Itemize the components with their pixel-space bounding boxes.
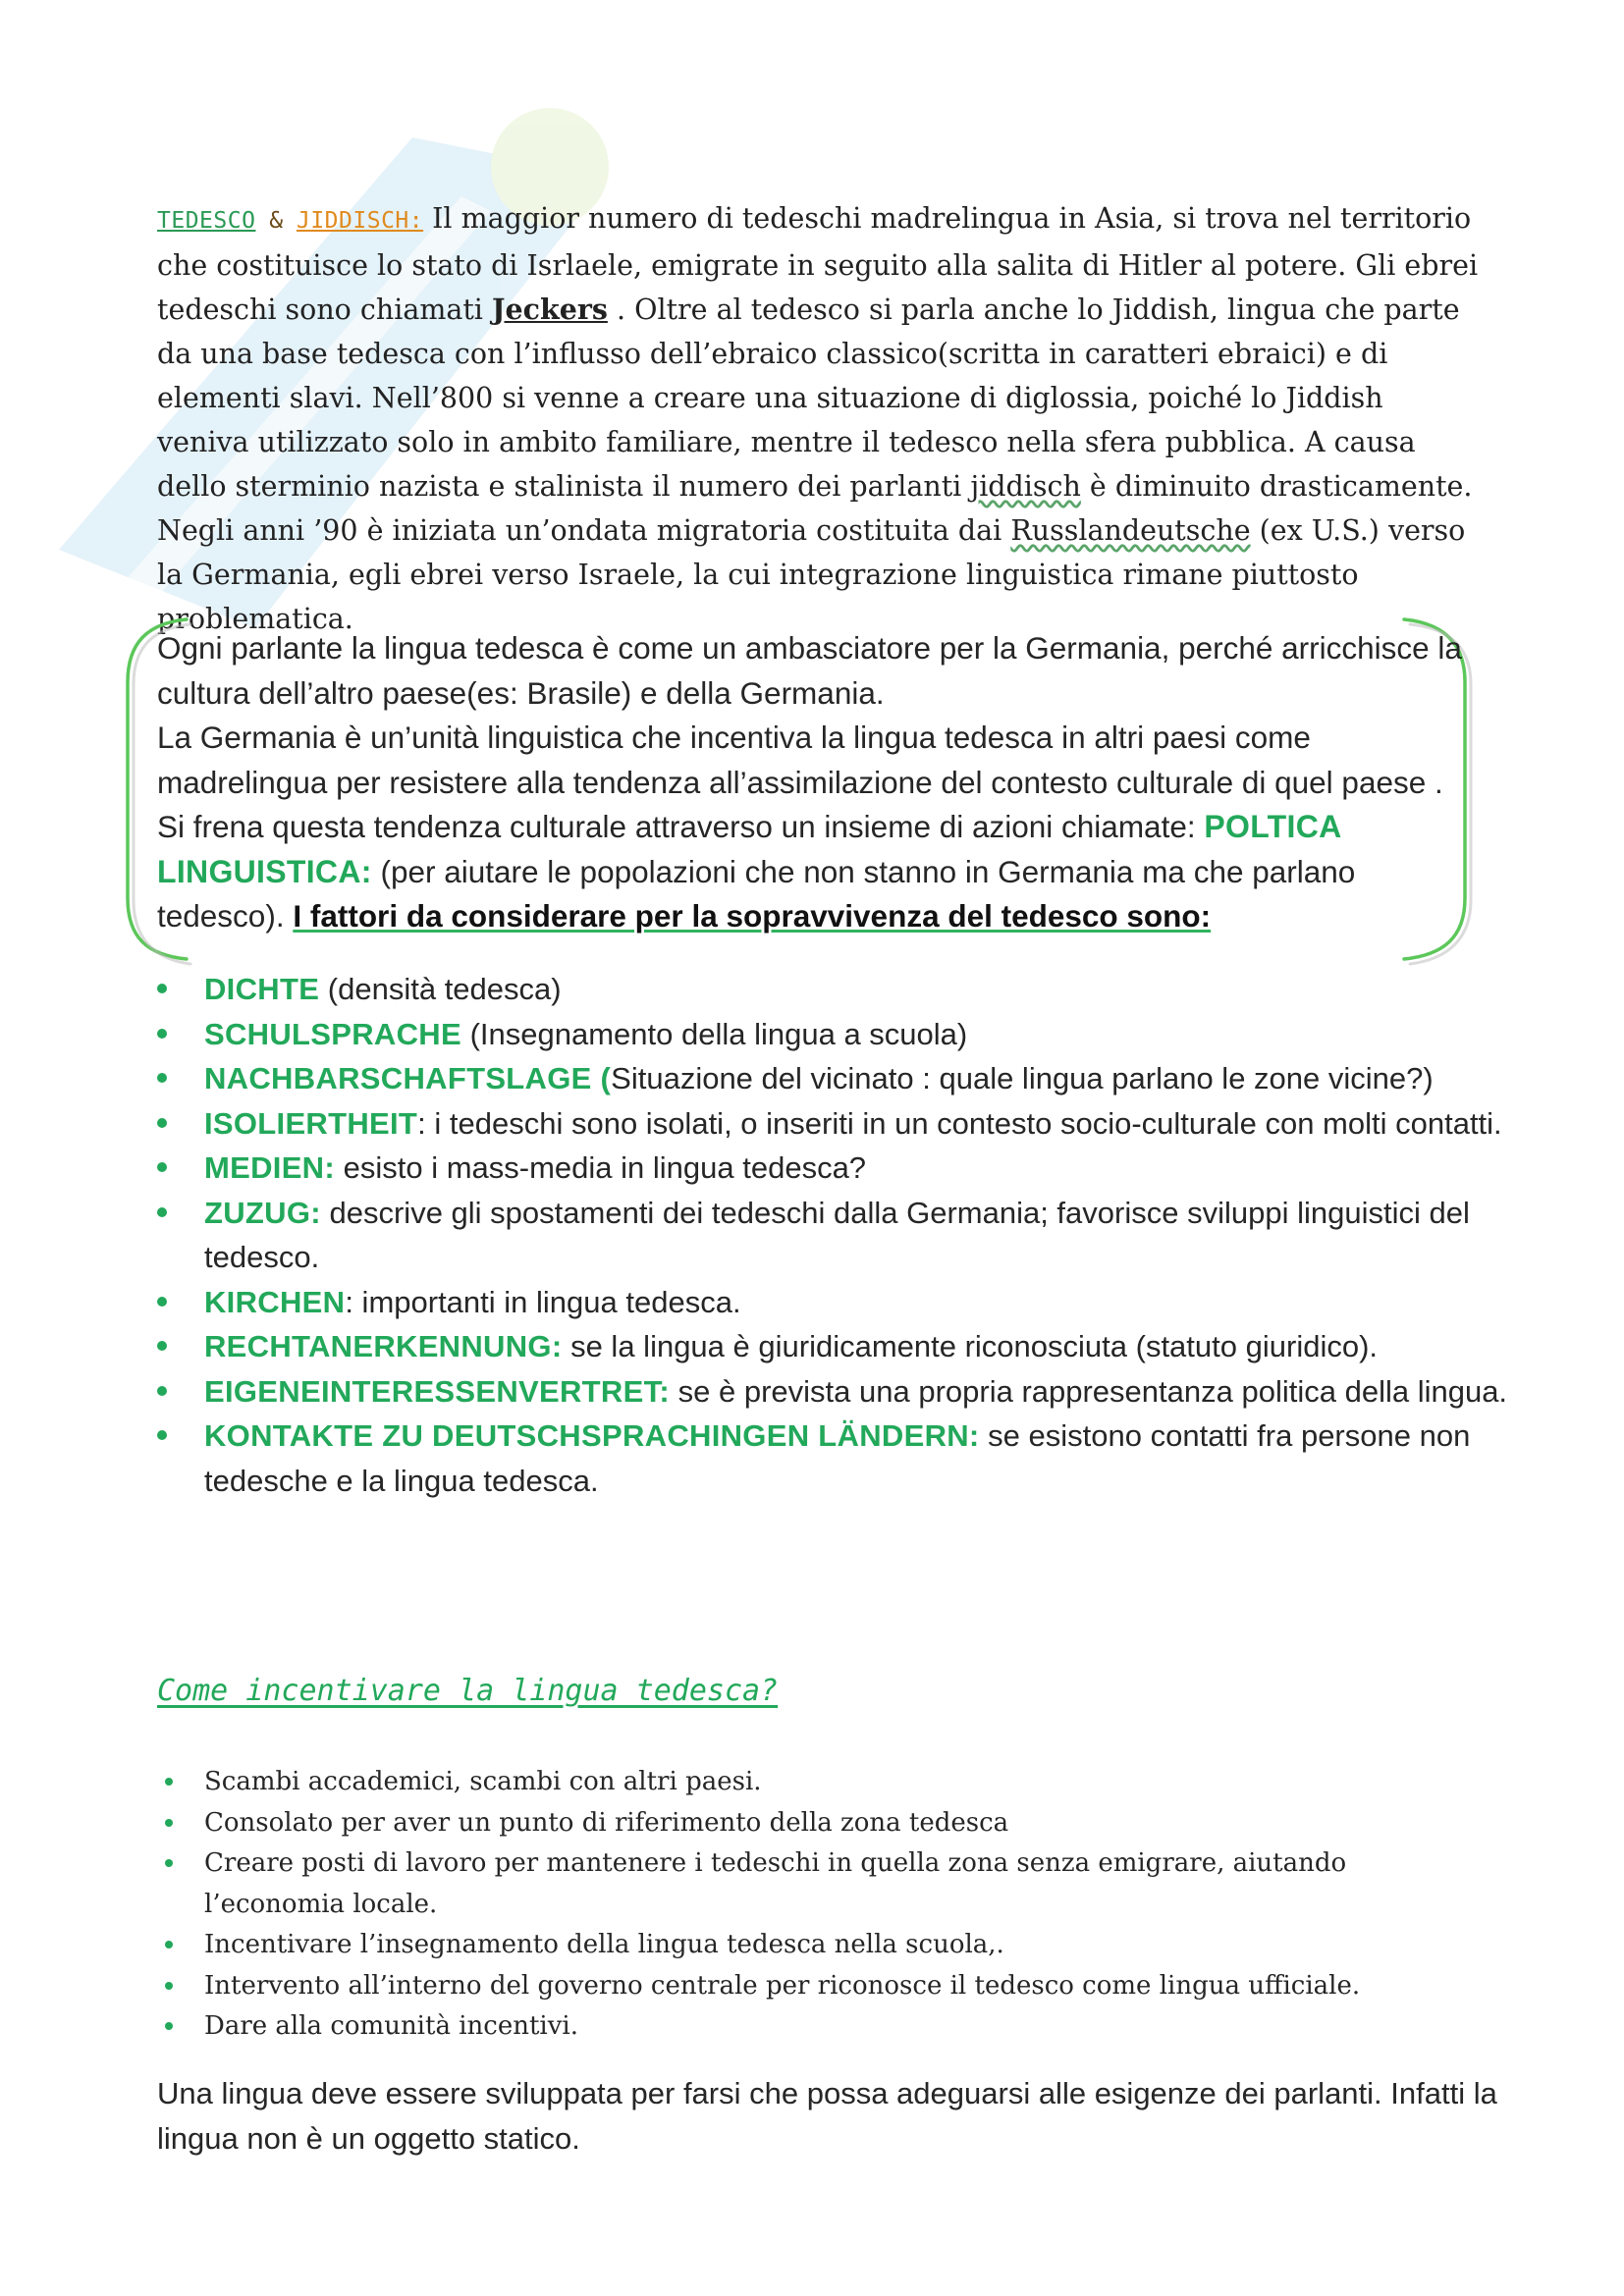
list-item — [157, 1012, 1512, 1057]
factors-list — [157, 967, 1512, 1503]
bullet-icon — [157, 1029, 167, 1039]
bullet-icon — [157, 1341, 167, 1351]
bullet-icon — [165, 1819, 173, 1827]
factor-term: KIRCHEN — [204, 1284, 346, 1319]
bullet-icon — [157, 1162, 167, 1172]
factor-text: se la lingua è giuridicamente riconosciuta (statuto giuridico). — [562, 1329, 1379, 1363]
bullet-icon — [157, 1430, 167, 1440]
list-item — [157, 1324, 1512, 1369]
bullet-icon — [165, 1941, 173, 1949]
action-text: Intervento all’interno del governo centrale per riconosce il tedesco come lingua ufficiale. — [204, 1970, 1361, 2001]
section-heading: Come incentivare la lingua tedesca? — [157, 1674, 779, 1708]
factor-text: : importanti in lingua tedesca. — [345, 1284, 741, 1319]
factor-term: SCHULSPRACHE — [204, 1016, 461, 1051]
list-item — [157, 1803, 1483, 1844]
bullet-icon — [157, 1207, 167, 1217]
list-item — [157, 1925, 1483, 1966]
bullet-icon — [165, 2022, 173, 2030]
label-tedesco: TEDESCO — [157, 208, 256, 234]
intro-paragraph — [157, 196, 1483, 641]
factor-term: ISOLIERTHEIT — [204, 1105, 418, 1141]
bullet-icon — [165, 1778, 173, 1786]
bullet-icon — [165, 1859, 173, 1867]
action-text: Consolato per aver un punto di riferimento della zona tedesca — [204, 1807, 1009, 1838]
factor-text: : i tedeschi sono isolati, o inseriti in un contesto socio-culturale con molti contatti. — [417, 1105, 1502, 1141]
term-politica-linguistica: POLTICA LINGUISTICA: — [157, 809, 1341, 889]
list-item — [157, 1966, 1483, 2007]
factor-term: KONTAKTE ZU DEUTSCHSPRACHINGEN LÄNDERN: — [204, 1418, 980, 1453]
actions-list — [157, 1762, 1483, 2048]
factor-term: NACHBARSCHAFTSLAGE ( — [204, 1061, 612, 1095]
factor-term: EIGENEINTERESSENVERTRET: — [204, 1373, 671, 1409]
term-jeckers: Jeckers — [491, 293, 608, 326]
factor-text: esisto i mass-media in lingua tedesca? — [335, 1150, 867, 1185]
bullet-icon — [165, 1982, 173, 1990]
list-item — [157, 1101, 1512, 1147]
list-item — [157, 1762, 1483, 1803]
factor-text: se esistono contatti fra persone non tedesche e la lingua tedesca. — [204, 1418, 1471, 1498]
factor-text: Situazione del vicinato : quale lingua parlano le zone vicine?) — [611, 1061, 1434, 1095]
list-item — [157, 1843, 1483, 1925]
intro-text-4: (ex U.S.) verso la Germania, egli ebrei verso Israele, la cui integrazione linguistica rimane piuttosto problematica. — [157, 514, 1466, 635]
action-text: Incentivare l’insegnamento della lingua tedesca nella scuola,. — [204, 1930, 1004, 1959]
factor-text: se è prevista una propria rappresentanza politica della lingua. — [670, 1373, 1508, 1409]
bracketed-box — [118, 614, 1473, 972]
list-item — [157, 2006, 1483, 2048]
factor-term: ZUZUG: — [204, 1195, 321, 1230]
list-item — [157, 1191, 1512, 1280]
list-item — [157, 1146, 1512, 1191]
action-text: Dare alla comunità incentivi. — [204, 2011, 578, 2041]
box-paragraph-2: La Germania è un’unità linguistica che incentiva la lingua tedesca in altri paesi come madrelingua per resistere alla tendenza all’assimilazione del contesto culturale di quel paese . Si frena questa tendenza culturale attraverso un insieme di azioni chiamate: — [157, 720, 1443, 844]
factor-text: (densità tedesca) — [319, 972, 562, 1006]
word-russlandeutsche: Russlandeutsche — [1010, 514, 1251, 547]
intro-text-2: . Oltre al tedesco si parla anche lo Jiddish, lingua che parte da una base tedesca con l’influsso dell’ebraico classico(scritta in caratteri ebraici) e di elementi slavi. Nell’800 si venne a creare una situazione di diglossia, poiché lo Jiddish veniva utilizzato solo in ambito familiare, mentre il tedesco nella sfera pubblica. A causa dello sterminio nazista e stalinista il numero dei parlanti — [157, 294, 1460, 503]
intro-text-3: è diminuito drasticamente. Negli anni ’90 è iniziata un’ondata migratoria costituita dai — [157, 470, 1473, 547]
factor-text: (Insegnamento della lingua a scuola) — [460, 1016, 968, 1051]
bullet-icon — [157, 984, 167, 993]
list-item — [157, 1414, 1512, 1503]
fattori-heading: I fattori da considerare per la sopravvivenza del tedesco sono: — [293, 898, 1212, 934]
list-item — [157, 1369, 1512, 1415]
factor-text: descrive gli spostamenti dei tedeschi dalla Germania; favorisce sviluppi linguistici del tedesco. — [204, 1195, 1470, 1274]
action-text: Creare posti di lavoro per mantenere i tedeschi in quella zona senza emigrare, aiutando l’economia locale. — [204, 1848, 1347, 1919]
label-ampersand: & — [255, 208, 297, 234]
bullet-icon — [157, 1118, 167, 1128]
word-jiddisch: jiddisch — [970, 470, 1081, 503]
list-item — [157, 1280, 1512, 1325]
factor-term: RECHTANERKENNUNG: — [204, 1329, 563, 1363]
list-item — [157, 1056, 1512, 1101]
list-item — [157, 967, 1512, 1012]
box-paragraph-3: (per aiutare le popolazioni che non stanno in Germania ma che parlano tedesco). — [157, 853, 1356, 934]
factor-term: MEDIEN: — [204, 1150, 335, 1185]
factor-term: DICHTE — [204, 972, 320, 1006]
label-jiddisch: JIDDISCH: — [296, 208, 424, 234]
intro-text-1: Il maggior numero di tedeschi madrelingua in Asia, si trova nel territorio che costituisce lo stato di Isrlaele, emigrate in seguito alla salita di Hitler al potere. Gli ebrei tedeschi sono chiamati — [157, 202, 1479, 326]
box-text — [157, 626, 1478, 939]
action-text: Scambi accademici, scambi con altri paesi. — [204, 1767, 762, 1796]
box-paragraph-1: Ogni parlante la lingua tedesca è come un ambasciatore per la Germania, perché arricchisce la cultura dell’altro paese(es: Brasile) e della Germania. — [157, 630, 1462, 711]
bullet-icon — [157, 1386, 167, 1396]
closing-paragraph: Una lingua deve essere sviluppata per farsi che possa adeguarsi alle esigenze dei parlanti. Infatti la lingua non è un oggetto statico. — [157, 2076, 1497, 2156]
bullet-icon — [157, 1297, 167, 1307]
bullet-icon — [157, 1073, 167, 1083]
